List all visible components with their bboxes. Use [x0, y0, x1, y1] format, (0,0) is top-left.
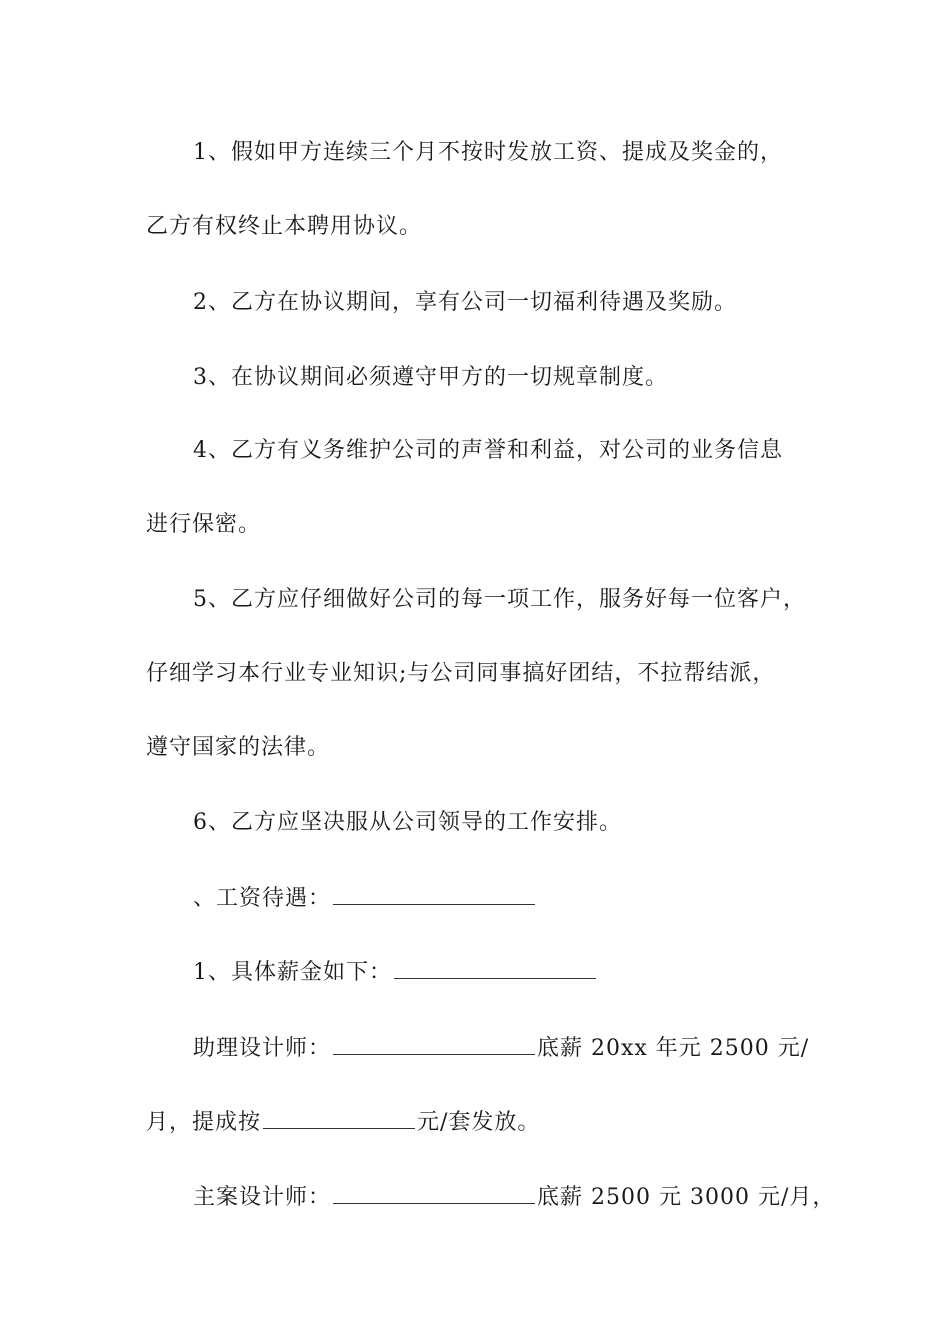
- clause-4-line-2: 进行保密。: [146, 512, 262, 537]
- assistant-designer-terms: 底薪 20xx 年元 2500 元/: [537, 1036, 810, 1061]
- salary-blank: [333, 884, 535, 905]
- clause-5-line-1: 5、乙方应仔细做好公司的每一项工作，服务好每一位客户，: [193, 587, 806, 612]
- assistant-commission-suffix: 元/套发放。: [417, 1110, 541, 1135]
- clause-2: 2、乙方在协议期间，享有公司一切福利待遇及奖励。: [193, 290, 737, 315]
- salary-detail-blank: [394, 958, 596, 979]
- salary-detail-line: [193, 958, 598, 988]
- assistant-designer-label: 助理设计师：: [193, 1036, 332, 1061]
- chief-designer-line: [193, 1183, 835, 1213]
- chief-designer-terms: 底薪 2500 元 3000 元/月，: [537, 1185, 836, 1210]
- chief-designer-blank: [333, 1183, 535, 1204]
- chief-designer-label: 主案设计师：: [193, 1185, 332, 1210]
- assistant-designer-line-2: [146, 1108, 540, 1138]
- clause-4-line-1: 4、乙方有义务维护公司的声誉和利益，对公司的业务信息: [193, 438, 783, 463]
- clause-1-line-2: 乙方有权终止本聘用协议。: [146, 214, 423, 239]
- clause-6: 6、乙方应坚决服从公司领导的工作安排。: [193, 810, 622, 835]
- assistant-commission-prefix: 月，提成按: [146, 1110, 262, 1135]
- assistant-commission-blank: [263, 1108, 415, 1129]
- clause-5-line-2: 仔细学习本行业专业知识;与公司同事搞好团结，不拉帮结派，: [146, 661, 776, 686]
- assistant-designer-line-1: [193, 1034, 809, 1064]
- clause-1-line-1: 1、假如甲方连续三个月不按时发放工资、提成及奖金的，: [193, 140, 783, 165]
- salary-detail: 1、具体薪金如下：: [193, 960, 392, 985]
- assistant-designer-blank: [333, 1034, 535, 1055]
- clause-3: 3、在协议期间必须遵守甲方的一切规章制度。: [193, 365, 668, 390]
- salary-heading: 、工资待遇：: [193, 886, 332, 911]
- salary-heading-line: [193, 884, 537, 914]
- clause-5-line-3: 遵守国家的法律。: [146, 735, 331, 760]
